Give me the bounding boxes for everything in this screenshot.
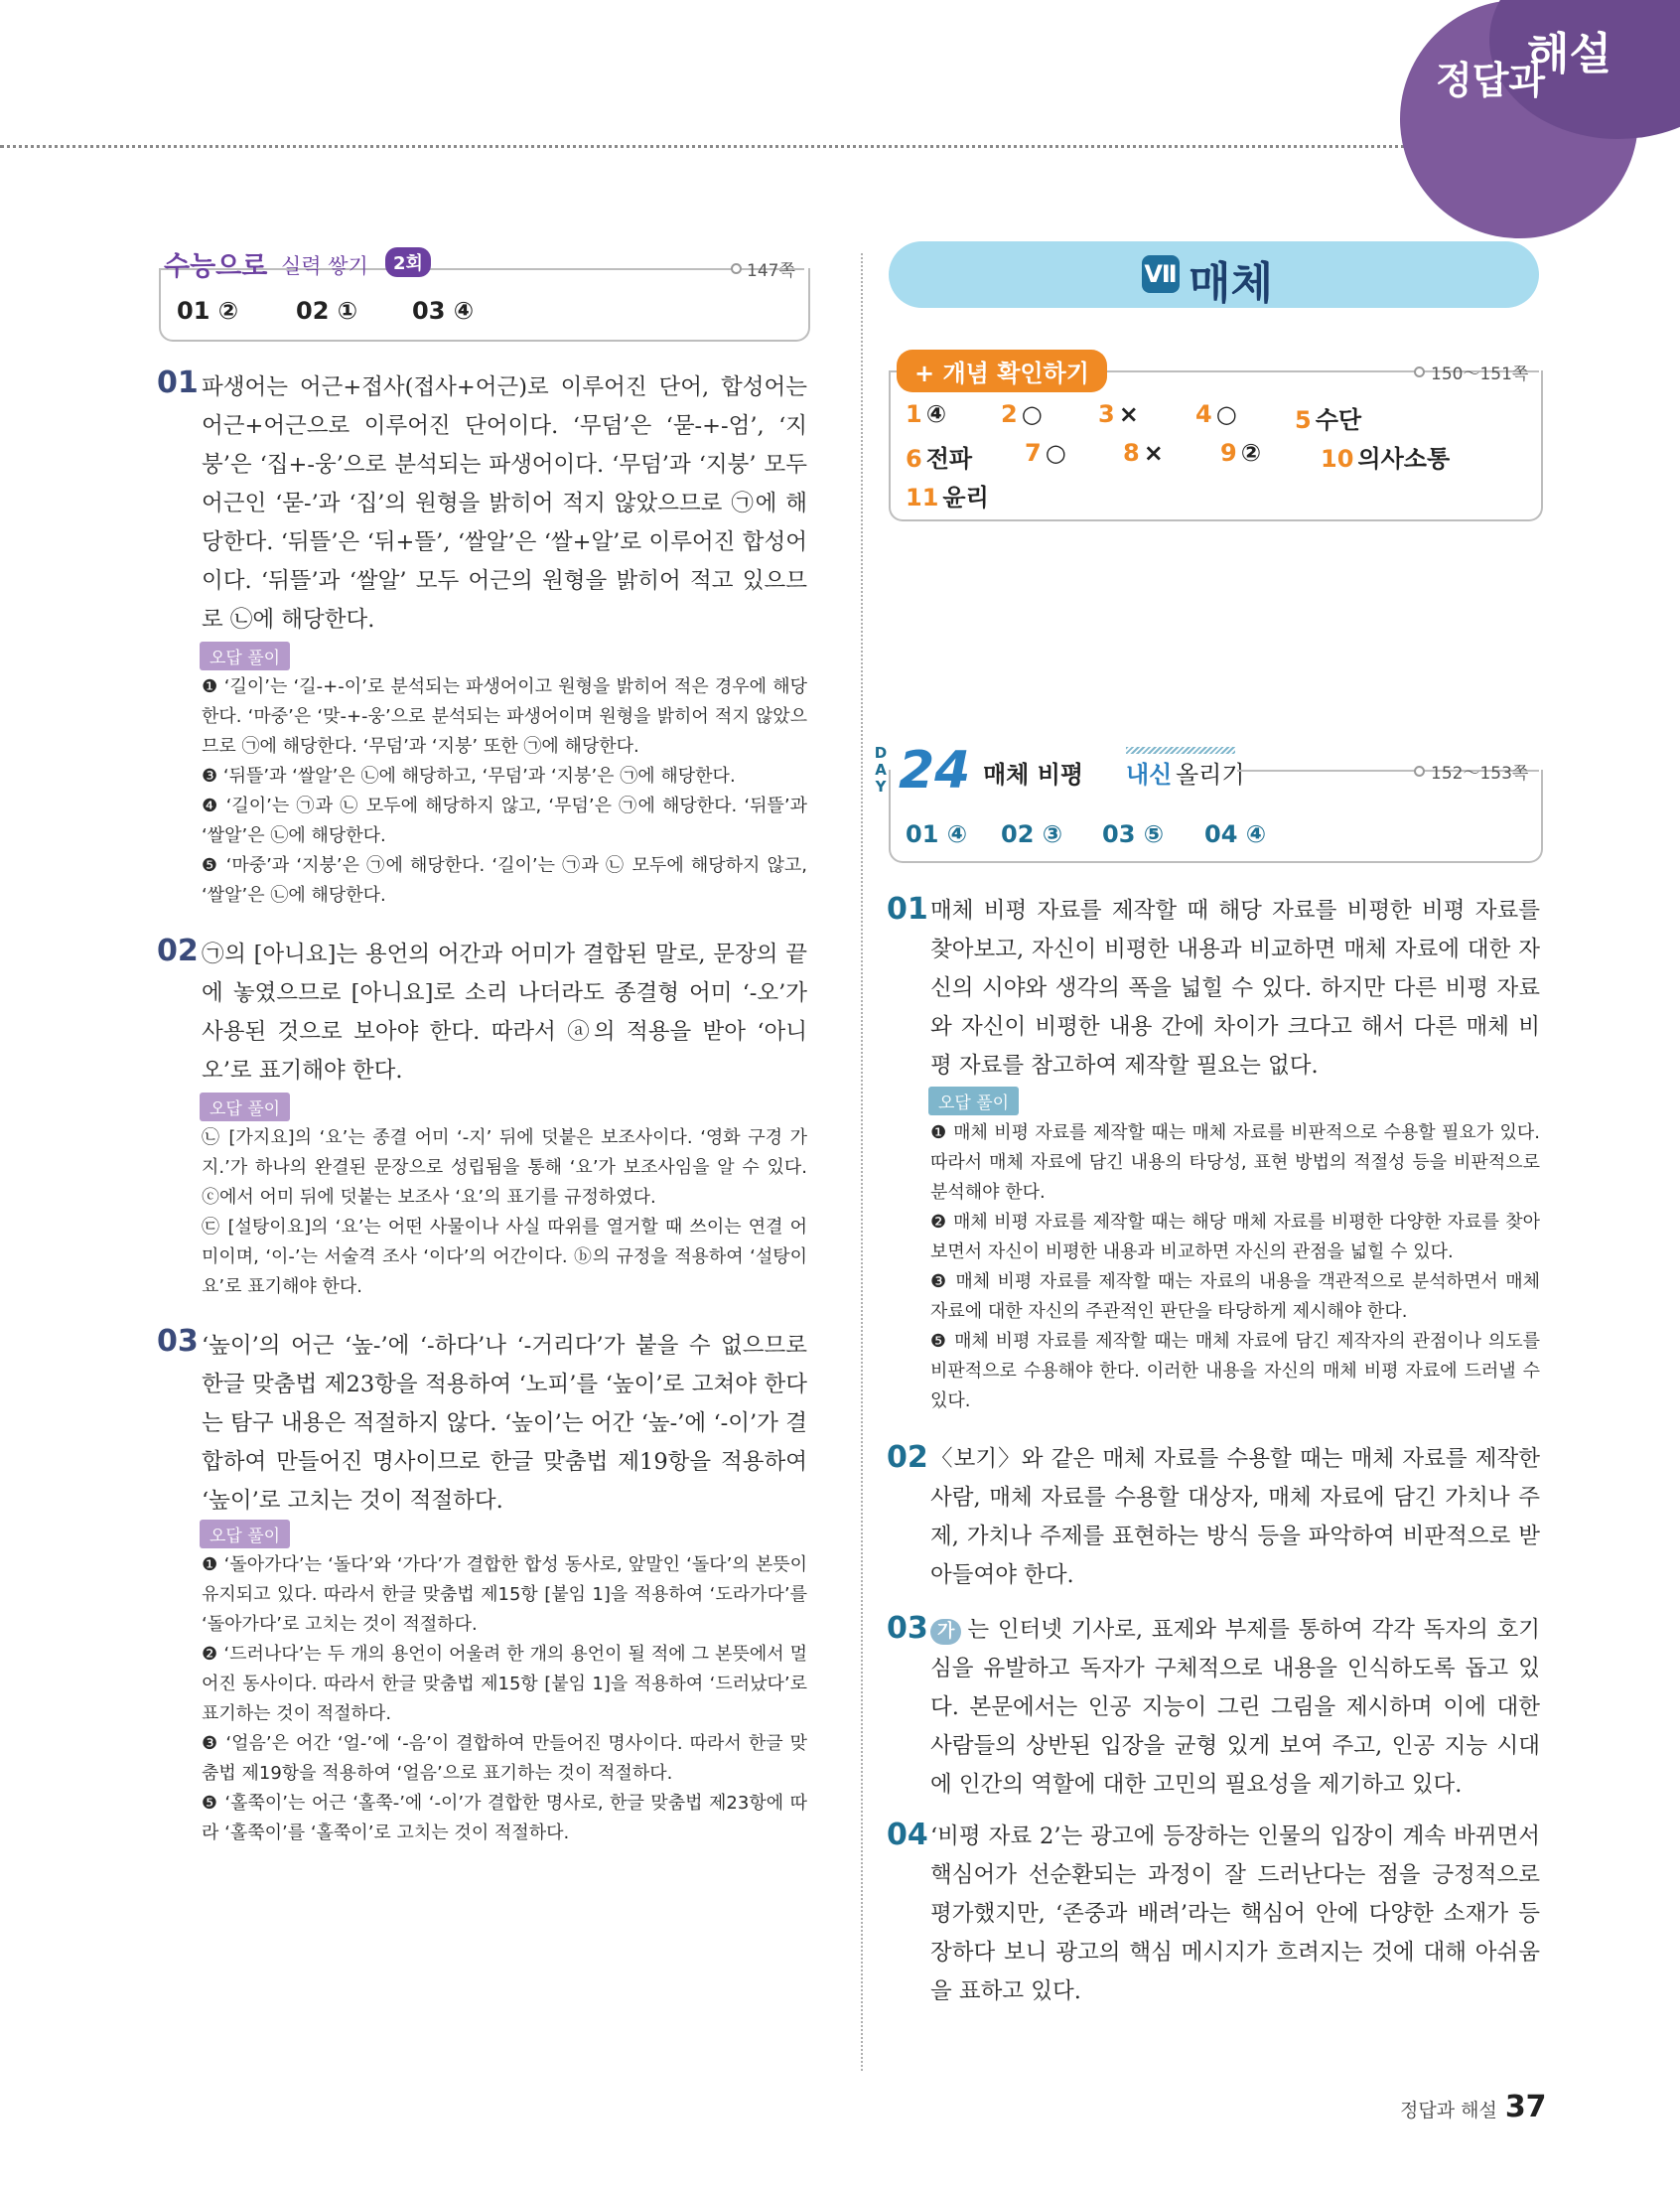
answer-01-body: 매체 비평 자료를 제작할 때 해당 자료를 비평한 비평 자료를 찾아보고, 자신이 비평한 내용과 비교하면 매체 자료에 대한 자신의 시야와 생각의 폭을 넓힐 수 있다. 하지만 다른 비평 자료와 자신이 비평한 내용 간에 차이가 크다고 해서 다른 매체 비평 자료를 참고하여 제작할 필요는 없다. xyxy=(930,898,1540,1079)
answer-02-body: 〈보기〉와 같은 매체 자료를 수용할 때는 매체 자료를 제작한 사람, 매체 자료를 수용할 대상자, 매체 자료에 담긴 가치나 주제, 가치나 주제를 표현하는 방식 등을 파악하여 비판적으로 받아들여야 한다. xyxy=(930,1446,1540,1588)
footer-label: 정답과 해설 xyxy=(1400,2100,1497,2121)
note: ❷ ‘드러나다’는 두 개의 용언이 어울려 한 개의 용언이 될 적에 그 본뜻에서 멀어진 동사이다. 따라서 한글 맞춤법 제15항 [붙임 1]을 적용하여 ‘드러났다’로 표기하는 것이 적절하다. xyxy=(202,1644,807,1724)
wrong-answer-tag-r01: 오답 풀이 xyxy=(928,1087,1019,1115)
header-title-bold: 수능으로 xyxy=(164,251,268,282)
question-number-01: 01 xyxy=(157,365,199,400)
concept-answer: 4 ○ xyxy=(1195,400,1237,428)
note: ❶ ‘돌아가다’는 ‘돌다’와 ‘가다’가 결합한 합성 동사로, 앞말인 ‘돌다’의 본뜻이 유지되고 있다. 따라서 한글 맞춤법 제15항 [붙임 1]을 적용하여 ‘도라가다’를 ‘돌아가다’로 고치는 것이 적절하다. xyxy=(202,1554,807,1635)
question-02-notes xyxy=(202,1123,807,1302)
question-01-text xyxy=(202,368,807,640)
concept-label: + 개념 확인하기 xyxy=(897,350,1107,392)
concept-answer: 9 ② xyxy=(1220,439,1262,467)
note: ❺ ‘홀쭉이’는 어근 ‘홀쭉-’에 ‘-이’가 결합한 명사로, 한글 맞춤법 제23항에 따라 ‘홀쭉이’를 ‘홀쭉이’로 고치는 것이 적절하다. xyxy=(202,1793,807,1843)
note: ㉢ [설탕이요]의 ‘요’는 어떤 사물이나 사실 따위를 열거할 때 쓰이는 연결 어미이며, ‘이-’는 서술격 조사 ‘이다’의 어간이다. ⓑ의 규정을 적용하여 ‘설탕이요’로 표기해야 한다. xyxy=(202,1217,807,1297)
source-badge: 가 xyxy=(930,1619,961,1645)
day-sub-highlight: 내신 xyxy=(1126,761,1173,789)
question-01-notes xyxy=(202,672,807,911)
question-02-text xyxy=(202,936,807,1091)
note: ❷ 매체 비평 자료를 제작할 때는 해당 매체 자료를 비평한 다양한 자료를 찾아보면서 자신이 비평한 내용과 비교하면 자신의 관점을 넓힐 수 있다. xyxy=(930,1212,1540,1262)
concept-answer: 5 수단 xyxy=(1295,406,1362,434)
header-answer-1: 01 ② xyxy=(177,297,239,325)
day-label: DAY xyxy=(874,744,888,796)
note: ❺ ‘마중’과 ‘지붕’은 ㉠에 해당한다. ‘길이’는 ㉠과 ㉡ 모두에 해당하지 않고, ‘쌀알’은 ㉡에 해당한다. xyxy=(202,855,807,906)
wrong-answer-tag-02: 오답 풀이 xyxy=(200,1093,290,1121)
day-sub: 올리기 xyxy=(1176,761,1245,789)
answer-number-01: 01 xyxy=(887,892,928,927)
header-badge: 2회 xyxy=(385,247,431,277)
note: ❸ 매체 비평 자료를 제작할 때는 자료의 내용을 객관적으로 분석하면서 매체 자료에 대한 자신의 주관적인 판단을 타당하게 제시해야 한다. xyxy=(930,1271,1540,1322)
chapter-roman-numeral: Ⅶ xyxy=(1142,255,1180,293)
concept-answer: 1 ④ xyxy=(906,400,947,428)
answer-01-text xyxy=(930,892,1540,1086)
answer-number-04: 04 xyxy=(887,1818,928,1852)
answer-04-body: ‘비평 자료 2’는 광고에 등장하는 인물의 입장이 계속 바뀌면서 핵심어가 선순환되는 과정이 잘 드러난다는 점을 긍정적으로 평가했지만, ‘존중과 배려’라는 핵심어 안에 다양한 소재가 등장하다 보니 광고의 핵심 메시지가 흐려지는 것에 대해 아쉬움을 표하고 있다. xyxy=(930,1824,1540,2004)
concept-answer: 6 전파 xyxy=(906,445,973,473)
note: ❸ ‘얼음’은 어간 ‘얼-’에 ‘-음’이 결합하여 만들어진 명사이다. 따라서 한글 맞춤법 제19항을 적용하여 ‘얼음’으로 표기하는 것이 적절하다. xyxy=(202,1733,807,1784)
answer-01-notes xyxy=(930,1118,1540,1416)
wrong-answer-tag-01: 오답 풀이 xyxy=(200,642,290,670)
note: ❺ 매체 비평 자료를 제작할 때는 매체 자료에 담긴 제작자의 관점이나 의도를 비판적으로 수용해야 한다. 이러한 내용을 자신의 매체 비평 자료에 드러낼 수 있다. xyxy=(930,1331,1540,1411)
question-03-text xyxy=(202,1327,807,1521)
answer-number-02: 02 xyxy=(887,1440,928,1475)
day-answer-4: 04 ④ xyxy=(1204,820,1267,848)
header-dot xyxy=(731,263,742,274)
day-sub-stripe xyxy=(1126,747,1235,754)
answer-number-03: 03 xyxy=(887,1611,928,1646)
header-answer-3: 03 ④ xyxy=(412,297,475,325)
question-number-02: 02 xyxy=(157,934,199,968)
day-title: 매체 비평 xyxy=(983,761,1084,789)
concept-answer: 7 ○ xyxy=(1025,439,1066,467)
answer-04-text xyxy=(930,1818,1540,2011)
note: ❶ ‘길이’는 ‘길-+-이’로 분석되는 파생어이고 원형을 밝히어 적은 경우에 해당한다. ‘마중’은 ‘맞-+-웅’으로 분석되는 파생어이며 원형을 밝히어 적지 않았으므로 ㉠에 해당한다. ‘무덤’과 ‘지붕’ 또한 ㉠에 해당한다. xyxy=(202,676,807,757)
question-number-03: 03 xyxy=(157,1324,199,1359)
header-page-ref: 147쪽 xyxy=(747,261,795,281)
chapter-title: 매체 xyxy=(1189,258,1274,309)
answer-03-text xyxy=(930,1611,1540,1805)
wrong-answer-tag-03: 오답 풀이 xyxy=(200,1520,290,1548)
concept-answer: 10 의사소통 xyxy=(1321,445,1451,473)
chapter-banner xyxy=(889,241,1539,308)
concept-answer: 11 윤리 xyxy=(906,484,989,511)
day-box xyxy=(889,770,1543,863)
day-number: 24 xyxy=(899,741,971,801)
note: ❶ 매체 비평 자료를 제작할 때는 매체 자료를 비판적으로 수용할 필요가 있다. 따라서 매체 자료에 담긴 내용의 타당성, 표현 방법의 적절성 등을 비판적으로 분석해야 한다. xyxy=(930,1122,1540,1203)
page-footer xyxy=(1400,2090,1547,2124)
question-03-notes xyxy=(202,1550,807,1848)
day-answer-2: 02 ③ xyxy=(1001,820,1063,848)
note: ㉡ [가지요]의 ‘요’는 종결 어미 ‘-지’ 뒤에 덧붙은 보조사이다. ‘영화 구경 가지.’가 하나의 완결된 문장으로 성립됨을 통해 ‘요’가 보조사임을 알 수 있다. ⓒ에서 어미 뒤에 덧붙는 보조사 ‘요’의 표기를 규정하였다. xyxy=(202,1127,807,1208)
corner-tab xyxy=(1400,0,1680,189)
corner-label-2: 해설 xyxy=(1527,29,1612,79)
corner-label-1: 정답과 xyxy=(1436,59,1546,102)
note: ❹ ‘길이’는 ㉠과 ㉡ 모두에 해당하지 않고, ‘무덤’은 ㉠에 해당한다. ‘뒤뜰’과 ‘쌀알’은 ㉡에 해당한다. xyxy=(202,796,807,846)
concept-page-ref: 150～151쪽 xyxy=(1431,365,1529,384)
column-divider xyxy=(861,253,863,2071)
note: ❸ ‘뒤뜰’과 ‘쌀알’은 ㉡에 해당하고, ‘무덤’과 ‘지붕’은 ㉠에 해당한다. xyxy=(202,766,736,787)
question-03-body: ‘높이’의 어근 ‘높-’에 ‘-하다’나 ‘-거리다’가 붙을 수 없으므로 한글 맞춤법 제23항을 적용하여 ‘노피’를 ‘높이’로 고쳐야 한다는 탐구 내용은 적절하지 않다. ‘높이’는 어간 ‘높-’에 ‘-이’가 결합하여 만들어진 명사이므로 한글 맞춤법 제19항을 적용하여 ‘높이’로 고치는 것이 적절하다. xyxy=(202,1333,807,1514)
answer-03-body: 는 인터넷 기사로, 표제와 부제를 통하여 각각 독자의 호기심을 유발하고 독자가 구체적으로 내용을 인식하도록 돕고 있다. 본문에서는 인공 지능이 그린 그림을 제시하며 이에 대한 사람들의 상반된 입장을 균형 있게 보여 주고, 인공 지능 시대에 인간의 역할에 대한 고민의 필요성을 제기하고 있다. xyxy=(930,1617,1540,1798)
day-answer-1: 01 ④ xyxy=(906,820,968,848)
day-dot xyxy=(1414,766,1425,777)
top-dotted-rule xyxy=(0,145,1430,148)
concept-dot xyxy=(1414,366,1425,377)
concept-answer: 2 ○ xyxy=(1001,400,1043,428)
question-02-body: ㉠의 [아니요]는 용언의 어간과 어미가 결합된 말로, 문장의 끝에 놓였으므로 [아니요]로 소리 나더라도 종결형 어미 ‘-오’가 사용된 것으로 보아야 한다. 따라서 ⓐ의 적용을 받아 ‘아니오’로 표기해야 한다. xyxy=(202,942,807,1084)
day-page-ref: 152～153쪽 xyxy=(1431,764,1529,784)
concept-answer: 8 × xyxy=(1123,439,1164,467)
page-number: 37 xyxy=(1504,2090,1547,2124)
day-answer-3: 03 ⑤ xyxy=(1102,820,1165,848)
question-01-body: 파생어는 어근+접사(접사+어근)로 이루어진 단어, 합성어는 어근+어근으로 이루어진 단어이다. ‘무덤’은 ‘묻-+-엄’, ‘지붕’은 ‘집+-웅’으로 분석되는 파생어이다. ‘무덤’과 ‘지붕’ 모두 어근인 ‘묻-’과 ‘집’의 원형을 밝히어 적지 않았으므로 ㉠에 해당한다. ‘뒤뜰’은 ‘뒤+뜰’, ‘쌀알’은 ‘쌀+알’로 이루어진 합성어이다. ‘뒤뜰’과 ‘쌀알’ 모두 어근의 원형을 밝히어 적고 있으므로 ㉡에 해당한다. xyxy=(202,374,807,633)
answer-02-text xyxy=(930,1440,1540,1595)
concept-answer: 3 × xyxy=(1098,400,1139,428)
header-answer-2: 02 ① xyxy=(296,297,358,325)
header-title-light: 실력 쌓기 xyxy=(281,254,368,278)
